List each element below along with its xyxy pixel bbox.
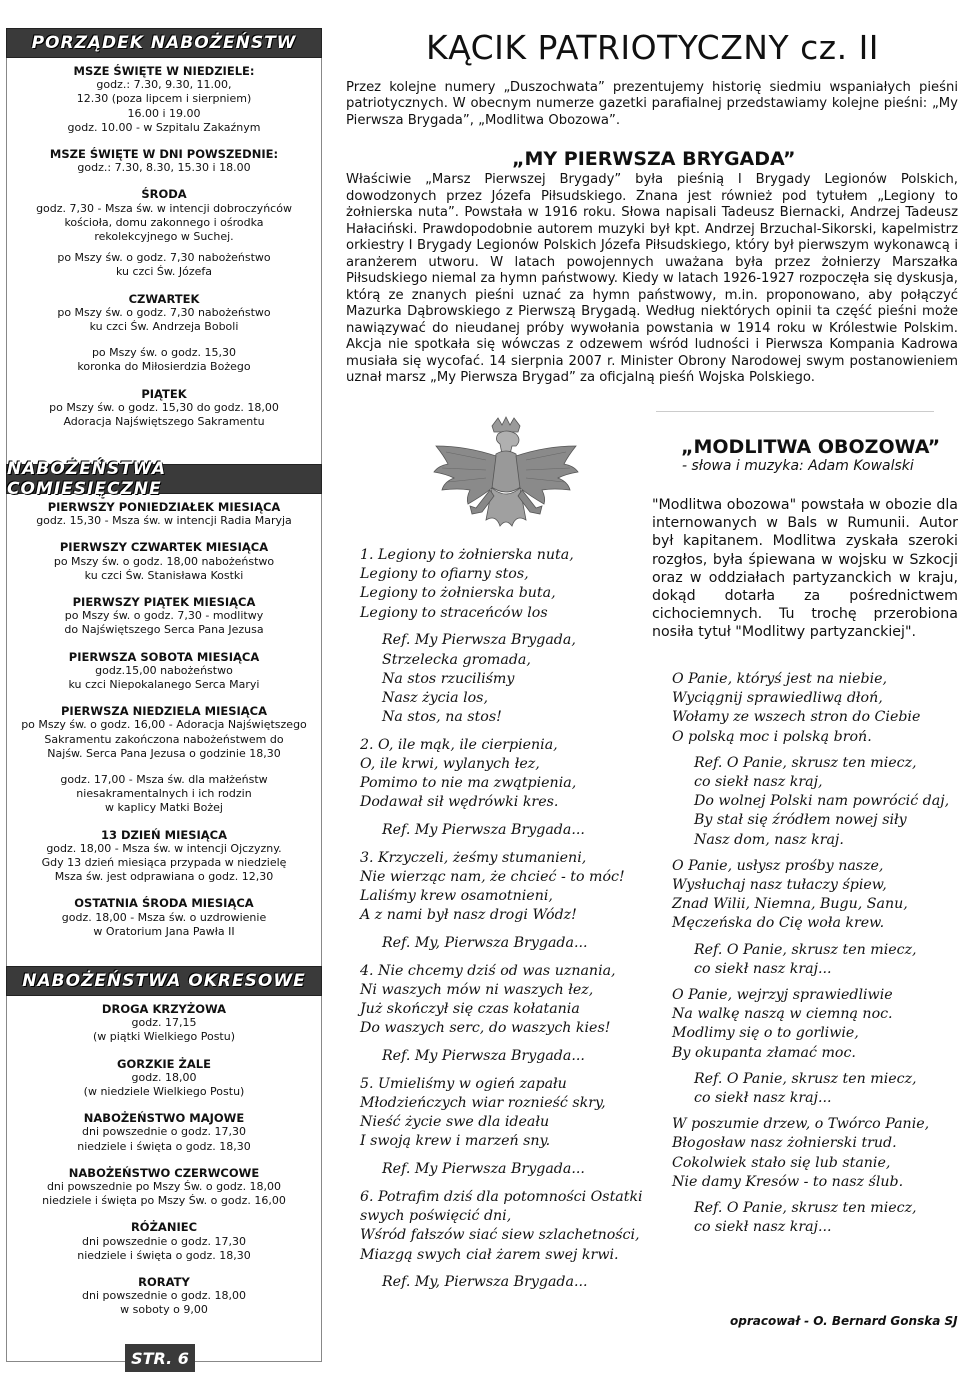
spacer — [11, 884, 317, 896]
schedule-line: w Oratorium Jana Pawła II — [93, 924, 235, 938]
verse-line: Męczeńska do Cię woła krew. — [672, 915, 885, 932]
schedule-line: godz.15,00 nabożeństwo — [95, 663, 233, 677]
verse-line: Wysłuchaj nasz tułaczy śpiew, — [672, 877, 887, 894]
schedule-panel — [6, 58, 322, 468]
verse-line: O Panie, wejrzyj sprawiedliwie — [672, 987, 893, 1004]
schedule-heading: PIERWSZY CZWARTEK MIESIĄCA — [59, 540, 269, 555]
verse-line: W poszumie drzew, o Twórco Panie, — [672, 1116, 930, 1133]
verse-line: 4. Nie chcemy dziś od was uznania, — [360, 962, 616, 979]
verse-line: A z nami był nasz drogi Wódz! — [360, 907, 577, 924]
verse-line: Ni waszych mów ni waszych łez, — [360, 982, 594, 999]
seasonal-section — [6, 966, 322, 1362]
verse-line: Znad Wilii, Niemna, Bugu, Sanu, — [672, 896, 908, 913]
monthly-header — [6, 459, 322, 499]
refrain-line: Ref. O Panie, skrusz ten miecz, — [694, 941, 917, 958]
schedule-line: godz. 15,30 - Msza św. w intencji Radia Maryja — [36, 514, 292, 528]
song2-title: „MODLITWA OBOZOWA” — [681, 436, 941, 458]
schedule-line: 16.00 i 19.00 — [127, 106, 201, 120]
schedule-line: godz.: 7.30, 8.30, 15.30 i 18.00 — [77, 161, 251, 175]
refrain-line: Ref. O Panie, skrusz ten miecz, — [694, 1070, 917, 1087]
schedule-line: po Mszy św. o godz. 7,30 nabożeństwo — [57, 305, 271, 319]
refrain-line: Nasz życia los, — [382, 689, 488, 706]
page-title: KĄCIK PATRIOTYCZNY cz. II — [426, 28, 880, 67]
refrain-line: Ref. My Pierwsza Brygada... — [382, 822, 585, 839]
spacer — [11, 1154, 317, 1166]
schedule-line: Sakramentu zakończona nabożeństwem do — [44, 732, 284, 746]
verse-line: By okupanta złamać moc. — [672, 1044, 856, 1061]
spacer — [11, 761, 317, 773]
refrain-line: Do wolnej Polski nam powrócić daj, — [694, 793, 950, 810]
schedule-line: (w niedziele Wielkiego Postu) — [83, 1085, 245, 1099]
verse-line: 1. Legiony to żołnierska nuta, — [360, 547, 574, 563]
refrain-line: Na stos, na stos! — [382, 709, 502, 726]
schedule-line: godz. 17,15 — [131, 1016, 197, 1030]
schedule-header — [6, 28, 322, 58]
schedule-heading: MSZE ŚWIĘTE W NIEDZIELE: — [73, 64, 255, 78]
song2-subtitle: - słowa i muzyka: Adam Kowalski — [682, 458, 914, 474]
page-number: STR. 6 — [131, 1348, 189, 1368]
schedule-heading: DROGA KRZYŻOWA — [101, 1002, 227, 1016]
spacer — [11, 816, 317, 828]
schedule-heading: MSZE ŚWIĘTE W DNI POWSZEDNIE: — [49, 147, 279, 162]
song2-lyrics — [672, 670, 949, 1237]
divider — [656, 411, 934, 412]
page-number-badge — [125, 1344, 195, 1372]
refrain-line: Ref. My Pierwsza Brygada... — [382, 1161, 585, 1178]
verse-line: Na walkę naszą w ciemną noc. — [672, 1006, 893, 1023]
verse-line: Młodzieńczych wiar roznieść skry, — [360, 1095, 606, 1112]
verse-line: Wyciągnij sprawiedliwą dłoń, — [672, 690, 883, 707]
schedule-line: ku czci Św. Józefa — [115, 265, 212, 279]
schedule-line: Gdy 13 dzień miesiąca przypada w niedzielę — [41, 856, 287, 870]
schedule-line: dni powszednie o godz. 17,30 — [82, 1125, 246, 1139]
refrain-line: Ref. My, Pierwsza Brygada... — [382, 935, 588, 952]
spacer — [11, 175, 317, 187]
refrain-line: co siekł nasz kraj, — [694, 774, 823, 791]
schedule-section — [6, 28, 322, 468]
schedule-line: 12.30 (poza lipcem i sierpniem) — [76, 92, 252, 106]
spacer — [11, 334, 317, 346]
schedule-heading: PIĄTEK — [141, 386, 187, 401]
intro-paragraph: Przez kolejne numery „Duszochwata” prezentujemy historię siedmiu wspaniałych pieśni patriotycznych. W obecnym numerze gazetki parafialnej przedstawiamy kolejne pieśni: „My Pierwsza Brygada”, „Modlitwa Obozowa”. — [346, 80, 958, 128]
schedule-heading: RÓŻANIEC — [130, 1220, 198, 1235]
schedule-line: godz. 18,00 - Msza św. o uzdrowienie — [61, 910, 267, 924]
verse-line: Wśród fałszów siać siew szlachetności, — [360, 1227, 640, 1244]
seasonal-header-label: NABOŻEŃSTWA OKRESOWE — [22, 971, 306, 991]
schedule-heading: PIERWSZA NIEDZIELA MIESIĄCA — [60, 704, 268, 719]
seasonal-panel — [6, 996, 322, 1362]
refrain-line: By stał się źródłem nowej siły — [694, 812, 907, 829]
verse-line: O Panie, usłysz prośby nasze, — [672, 857, 884, 874]
spacer — [11, 135, 317, 147]
schedule-line: dni powszednie po Mszy Św. o godz. 18,00 — [46, 1180, 282, 1194]
verse-line: swych poświęcić dni, — [360, 1208, 512, 1225]
schedule-line: kościoła, domu zakonnego i ośrodka — [64, 215, 264, 229]
schedule-line: Najśw. Serca Pana Jezusa o godzinie 18,30 — [47, 746, 281, 760]
verse-line: Już skończył się czas kołatania — [360, 1001, 580, 1018]
seasonal-header — [6, 966, 322, 996]
spacer — [11, 528, 317, 540]
schedule-header-label: PORZĄDEK NABOŻEŃSTW — [31, 33, 297, 53]
spacer — [11, 244, 317, 251]
verse-line: Laliśmy krew osamotnieni, — [360, 888, 553, 905]
spacer — [11, 1208, 317, 1220]
refrain-line: Nasz dom, nasz kraj. — [694, 831, 844, 848]
spacer — [11, 375, 317, 387]
schedule-line: po Mszy św. o godz. 7,30 nabożeństwo — [57, 251, 271, 265]
schedule-line: niedziele i święta po Mszy Św. o godz. 16,00 — [42, 1194, 286, 1208]
schedule-line: w kaplicy Matki Bożej — [105, 801, 223, 815]
schedule-heading: PIERWSZA SOBOTA MIESIĄCA — [68, 649, 260, 664]
verse-line: Błogosław nasz żołnierski trud. — [672, 1135, 897, 1152]
refrain-line: co siekł nasz kraj... — [694, 1219, 832, 1236]
verse-line: 2. O, ile mąk, ile cierpienia, — [360, 736, 558, 753]
refrain-line: Strzelecka gromada, — [382, 651, 531, 668]
song1-title: „MY PIERWSZA BRYGADA” — [512, 148, 796, 170]
verse-line: Dodawał sił wędrówki kres. — [360, 794, 559, 811]
schedule-line: w soboty o 9,00 — [120, 1303, 208, 1317]
schedule-line: Msza św. jest odprawiana o godz. 12,30 — [54, 870, 274, 884]
refrain-line: Na stos rzuciliśmy — [382, 670, 515, 687]
schedule-line: godz.: 7.30, 9.30, 11.00, — [96, 78, 232, 92]
refrain-line: co siekł nasz kraj... — [694, 960, 832, 977]
spacer — [11, 1263, 317, 1275]
verse-line: Cokolwiek stało się lub stanie, — [672, 1154, 891, 1171]
verse-line: Legiony to straceńców los — [360, 604, 548, 621]
schedule-line: do Najświętszego Serca Pana Jezusa — [64, 623, 264, 637]
song2-story: "Modlitwa obozowa" powstała w obozie dla internowanych w Bals w Rumunii. Autor był kapitanem. Modlitwa zyskała szeroki rozgłos, była śpiewana w wojsku w Szkocji oraz w oddziałach partyzanckich w kraju, dokąd dotarła za pośrednictwem cichociemnych. Tu trochę przerobiona nosiła tytuł "Modlitwy partyzanckiej". — [652, 497, 958, 641]
schedule-line: godz. 18,00 — [131, 1070, 197, 1084]
schedule-line: godz. 10.00 - w Szpitalu Zakaźnym — [67, 120, 261, 134]
song1-article: Właściwie „Marsz Pierwszej Brygady” była pieśnią I Brygady Legionów Polskich, dowodzonych przez Józefa Piłsudskiego. Znana jest również pod tytułem „Legiony to żołnierska nuta”. Powstała w 1916 roku. Słowa napisali Tadeusz Biernacki, Andrzej Tadeusz Hałaciński. Prawdopodobnie autorem muzyki był kpt. Andrzej Brzuchal-Sikorski, kapelmistrz orkiestry I Brygady Legionów Polskich Józefa Piłsudskiego, który był pierwszym wykonawcą i aranżerem utworu. W latach powojennych uważana była przez żołnierzy Marszałka Piłsudskiego niemal za hymn państwowy. Kiedy w latach 1926-1927 rozpoczęła się dyskusja, którą ze znanych pieśni uznać za hymn państwowy, m.in. proponowano, aby połączyć Mazurka Dąbrowskiego z Pierwszą Brygadą. Według niektórych opinii ta część pieśni może nawiązywać do nieudanej próby wywołania powstania w 1914 roku w Królestwie Polskim. Akcja nie spotkała się wówczas z odzewem wśród ludności i Pierwsza Kompania Kadrowa musiała się wycofać. 14 sierpnia 2007 r. Minister Obrony Narodowej swym postanowieniem uznał marsz „My Pierwsza Brygad” za oficjalną pieśń Wojska Polskiego. — [346, 172, 958, 385]
schedule-line: po Mszy św. o godz. 15,30 do godz. 18,00 — [49, 400, 279, 414]
schedule-line: niesakramentalnych i ich rodzin — [76, 787, 252, 801]
schedule-line: ku czci Św. Andrzeja Boboli — [89, 320, 239, 334]
verse-line: Do waszych serc, do waszych kies! — [360, 1020, 611, 1037]
verse-line: Nie damy Kresów - to nasz ślub. — [672, 1173, 904, 1190]
schedule-line: (w piątki Wielkiego Postu) — [93, 1030, 235, 1044]
verse-line: O polską moc i polską broń. — [672, 728, 872, 745]
verse-line: 6. Potrafim dziś dla potomności Ostatki — [360, 1188, 643, 1205]
verse-line: O Panie, któryś jest na niebie, — [672, 671, 888, 687]
refrain-line: Ref. O Panie, skrusz ten miecz, — [694, 1200, 917, 1217]
refrain-line: Ref. My Pierwsza Brygada... — [382, 1048, 585, 1065]
verse-line: O, ile krwi, wylanych łez, — [360, 756, 540, 773]
refrain-line: Ref. O Panie, skrusz ten miecz, — [694, 754, 917, 771]
verse-line: Modlimy się o to gorliwie, — [672, 1025, 859, 1042]
refrain-line: Ref. My Pierwsza Brygada, — [382, 632, 576, 649]
song1-lyrics — [360, 546, 643, 1292]
schedule-line: niedziele i święta o godz. 18,30 — [77, 1139, 251, 1153]
spacer — [11, 583, 317, 595]
schedule-heading: ŚRODA — [141, 187, 187, 202]
schedule-heading: PIERWSZY PONIEDZIAŁEK MIESIĄCA — [47, 500, 281, 514]
spacer — [11, 1045, 317, 1057]
verse-line: Pomimo to nie ma zwątpienia, — [360, 775, 577, 792]
monthly-section — [6, 459, 322, 972]
polish-eagle-emblem — [426, 416, 586, 546]
monthly-panel — [6, 494, 322, 972]
schedule-heading: NABOŻEŃSTWO MAJOWE — [83, 1111, 245, 1126]
schedule-line: ku czci Niepokalanego Serca Maryi — [68, 678, 260, 692]
verse-line: Nie wierząc nam, że chcieć - to móc! — [360, 869, 625, 886]
spacer — [11, 692, 317, 704]
schedule-heading: CZWARTEK — [128, 291, 200, 306]
schedule-heading: 13 DZIEŃ MIESIĄCA — [100, 827, 228, 842]
spacer — [11, 280, 317, 292]
schedule-line: koronka do Miłosierdzia Bożego — [77, 360, 251, 374]
schedule-line: Adoracja Najświętszego Sakramentu — [63, 415, 265, 429]
schedule-heading: OSTATNIA ŚRODA MIESIĄCA — [74, 896, 254, 911]
verse-line: I swoją krew i marzeń sny. — [360, 1133, 551, 1150]
verse-line: 3. Krzyczeli, żeśmy stumanieni, — [360, 849, 587, 866]
monthly-header-label: NABOŻEŃSTWA COMIESIĘCZNE — [7, 459, 167, 499]
schedule-line: godz. 17,00 - Msza św. dla małżeństw — [60, 773, 268, 787]
verse-line: Legiony to żołnierska buta, — [360, 585, 556, 602]
schedule-line: po Mszy św. o godz. 16,00 - Adoracja Najświętszego — [21, 718, 307, 732]
schedule-heading: PIERWSZY PIĄTEK MIESIĄCA — [72, 595, 256, 610]
spacer — [11, 1099, 317, 1111]
spacer — [11, 638, 317, 650]
author-signature: opracował - O. Bernard Gonska SJ — [730, 1314, 958, 1328]
schedule-heading: NABOŻEŃSTWO CZERWCOWE — [68, 1165, 260, 1180]
schedule-line: godz. 18,00 - Msza św. w intencji Ojczyzny. — [46, 841, 282, 855]
schedule-line: rekolekcyjnego w Suchej. — [94, 230, 234, 244]
verse-line: Miazgą swych ciał żarem swej krwi. — [360, 1246, 619, 1263]
verse-line: Wołamy ze wszech stron do Ciebie — [672, 709, 921, 726]
schedule-line: dni powszednie o godz. 17,30 — [82, 1234, 246, 1248]
refrain-line: Ref. My, Pierwsza Brygada... — [382, 1274, 588, 1291]
schedule-line: godz. 7,30 - Msza św. w intencji dobroczyńców — [36, 201, 292, 215]
schedule-line: po Mszy św. o godz. 7,30 - modlitwy — [64, 609, 264, 623]
verse-line: 5. Umieliśmy w ogień zapału — [360, 1075, 567, 1092]
schedule-line: po Mszy św. o godz. 15,30 — [91, 346, 237, 360]
schedule-heading: GORZKIE ŻALE — [117, 1056, 211, 1071]
schedule-heading: RORATY — [138, 1275, 190, 1290]
schedule-line: dni powszednie o godz. 18,00 — [82, 1289, 246, 1303]
refrain-line: co siekł nasz kraj... — [694, 1090, 832, 1107]
schedule-line: ku czci Św. Stanisława Kostki — [84, 568, 244, 582]
verse-line: Nieść życie swe dla ideału — [360, 1114, 550, 1131]
schedule-line: niedziele i święta o godz. 18,30 — [77, 1248, 251, 1262]
verse-line: Legiony to ofiarny stos, — [360, 566, 529, 583]
schedule-line: po Mszy św. o godz. 18,00 nabożeństwo — [53, 554, 275, 568]
